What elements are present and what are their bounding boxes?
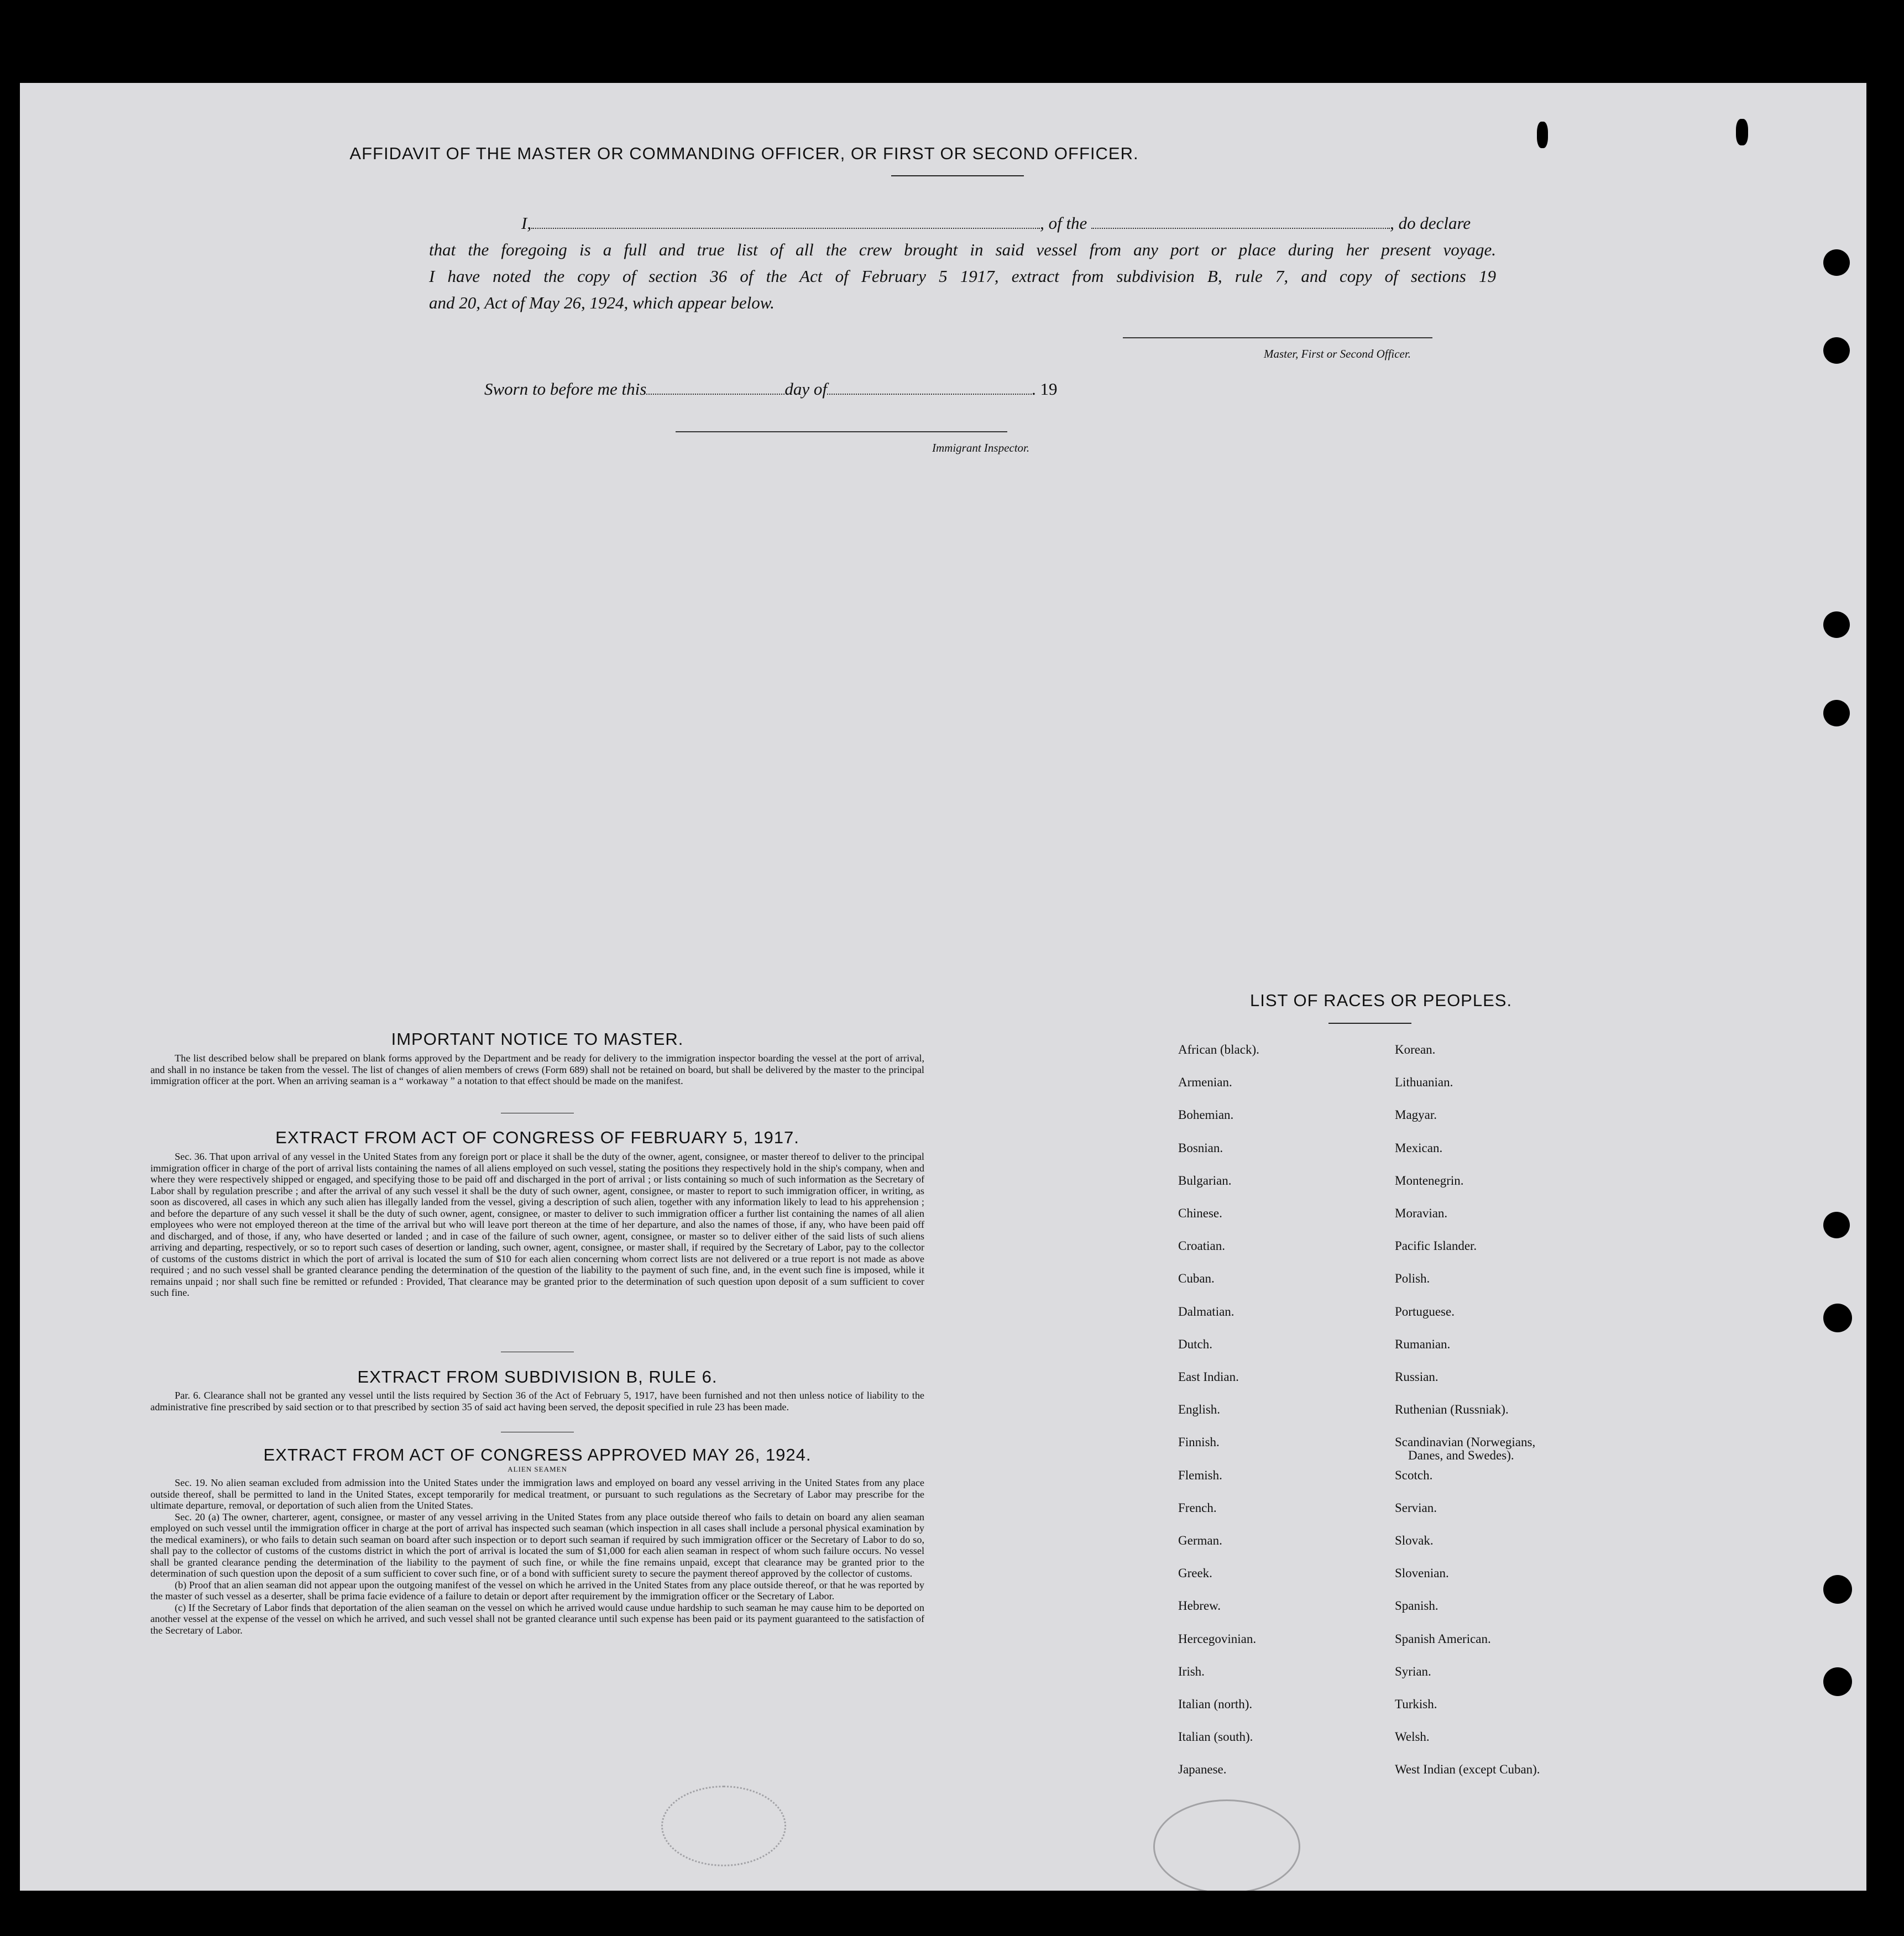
extract-1924-title: EXTRACT FROM ACT OF CONGRESS APPROVED MAY 26, 1924.: [263, 1445, 812, 1464]
notice-paragraph: The list described below shall be prepared on blank forms approved by the Department and be ready for delivery to the immigration inspector boarding the vessel at the port of arrival, and shall in no instance be taken from the vessel. The list of changes of alien members of crews (Form 689) shall not be retained on board, but shall be delivered by the master to the principal immigration officer at the port. When an arriving seaman is a “ workaway ” a notation to that effect should be made on the manifest.: [150, 1053, 924, 1086]
race-item: Bosnian.: [1178, 1140, 1223, 1155]
race-item: Bulgarian.: [1178, 1173, 1232, 1187]
race-item: Syrian.: [1395, 1664, 1431, 1678]
race-item: Rumanian.: [1395, 1337, 1451, 1351]
extract-rule6-title: EXTRACT FROM SUBDIVISION B, RULE 6.: [357, 1367, 718, 1386]
race-item: Slovak.: [1395, 1534, 1434, 1547]
binder-hole: [1823, 1304, 1852, 1332]
ink-mark: [1736, 119, 1748, 145]
race-item: German.: [1178, 1534, 1222, 1547]
race-item: Dalmatian.: [1178, 1304, 1235, 1318]
race-item: Scandinavian (Norwegians,: [1395, 1435, 1536, 1450]
affidavit-title: AFFIDAVIT OF THE MASTER OR COMMANDING OFFICER, OR FIRST OR SECOND OFFICER.: [349, 144, 1139, 163]
day-blank: [646, 381, 784, 395]
extract-1924-paragraph: Sec. 20 (a) The owner, charterer, agent, consignee, or master of any vessel arriving in the United States from any place outside thereof who fails to detain on board any alien seaman employed on such vessel until the immigration officer in charge at the port of arrival has inspected such seaman (which inspection in all cases shall include a personal physical examination by the medical examiners), or who fails to detain such seaman on board after such inspection or to deport such seaman if required by such immigration officer or the Secretary of Labor to do so, shall pay to the collector of customs of the customs district in which the port of arrival is located the sum of $1,000 for each alien seaman in respect of whom such failure occurs. No vessel shall be granted clearance pending the determination of the liability to the payment of such fine, or while the fine remains unpaid, except that clearance may be granted prior to the determination of such question upon the deposit of a sum sufficient to cover such fine, or of a bond with sufficient surety to secure the payment thereof approved by the collector of customs.: [150, 1511, 924, 1579]
race-item: Japanese.: [1178, 1762, 1227, 1777]
race-item: Polish.: [1395, 1272, 1430, 1286]
extract-1917-text: [150, 1151, 924, 1299]
race-item: Finnish.: [1178, 1435, 1220, 1450]
of-the-label: , of the: [1040, 213, 1087, 233]
race-item: Turkish.: [1395, 1697, 1437, 1711]
race-item: Greek.: [1178, 1566, 1212, 1581]
extract-1924-paragraph: Sec. 19. No alien seaman excluded from admission into the United States under the immigration laws and employed on board any vessel arriving in the United States from any place outside thereof, shall be permitted to land in the United States, except temporarily for medical treatment, or pursuant to such regulations as the Secretary of Labor may prescribe for the ultimate departure, removal, or deportation of such alien from the United States.: [150, 1477, 924, 1511]
race-item: Bohemian.: [1178, 1108, 1234, 1122]
race-item: African (black).: [1178, 1043, 1259, 1056]
race-item: Scotch.: [1395, 1468, 1433, 1482]
sworn-line: [484, 376, 1148, 402]
race-item: Russian.: [1395, 1370, 1439, 1384]
inspector-signature-line: [676, 431, 1007, 432]
race-item: West Indian (except Cuban).: [1395, 1762, 1540, 1777]
race-item: Italian (south).: [1178, 1730, 1253, 1744]
binder-hole: [1823, 700, 1850, 726]
do-declare-label: , do declare: [1390, 213, 1471, 233]
race-item-continuation: Danes, and Swedes).: [1408, 1448, 1514, 1463]
race-item: Hebrew.: [1178, 1599, 1221, 1613]
race-item: French.: [1178, 1500, 1217, 1515]
document-sheet: [20, 83, 1866, 1891]
race-item: Welsh.: [1395, 1730, 1430, 1744]
race-item: Mexican.: [1395, 1140, 1443, 1155]
month-blank: [827, 381, 1032, 395]
faded-stamp: [1153, 1799, 1300, 1891]
binder-hole: [1823, 611, 1850, 638]
race-item: Flemish.: [1178, 1468, 1222, 1482]
extract-rule6-text: [150, 1390, 924, 1412]
notice-text: [150, 1053, 924, 1087]
race-item: Croatian.: [1178, 1239, 1225, 1253]
binder-hole: [1823, 1212, 1850, 1238]
race-item: Dutch.: [1178, 1337, 1212, 1351]
master-caption: Master, First or Second Officer.: [1264, 347, 1411, 360]
race-item: Slovenian.: [1395, 1566, 1449, 1581]
race-item: Italian (north).: [1178, 1697, 1253, 1711]
binder-hole: [1823, 249, 1850, 276]
race-item: Spanish.: [1395, 1599, 1439, 1613]
affidavit-line-4: and 20, Act of May 26, 1924, which appear below.: [429, 293, 775, 312]
race-item: Moravian.: [1395, 1206, 1448, 1220]
race-item: East Indian.: [1178, 1370, 1239, 1384]
affidavit-line-1: [429, 210, 1496, 237]
extract-1917-title: EXTRACT FROM ACT OF CONGRESS OF FEBRUARY 5, 1917.: [275, 1128, 799, 1147]
master-signature-line: [1123, 337, 1432, 338]
race-item: Hercegovinian.: [1178, 1631, 1257, 1646]
races-underline: [1328, 1023, 1411, 1024]
binder-hole: [1823, 337, 1850, 364]
race-item: Portuguese.: [1395, 1304, 1455, 1318]
notice-title: IMPORTANT NOTICE TO MASTER.: [391, 1029, 684, 1049]
race-item: English.: [1178, 1403, 1221, 1417]
race-item: Lithuanian.: [1395, 1075, 1453, 1090]
inspector-caption: Immigrant Inspector.: [932, 441, 1030, 454]
race-item: Magyar.: [1395, 1108, 1437, 1122]
extract-rule6-paragraph: Par. 6. Clearance shall not be granted any vessel until the lists required by Section 36 of the Act of February 5, 1917, have been furnished and not then unless notice of liability to the administrative fine prescribed by said section or to that prescribed by section 35 of said act having been served, the deposit specified in rule 23 has been made.: [150, 1390, 924, 1412]
extract-1924-paragraph: (c) If the Secretary of Labor finds that deportation of the alien seaman on the vessel on which he arrived would cause undue hardship to such seaman he may cause him to be deported on another vessel at the expense of the vessel on which he arrived, and such vessel shall not be granted clearance until such expense has been paid or its payment guaranteed to the satisfaction of the Secretary of Labor.: [150, 1602, 924, 1636]
race-item: Ruthenian (Russniak).: [1395, 1403, 1509, 1417]
ink-mark: [1537, 122, 1548, 148]
i-label: I,: [521, 213, 532, 233]
binder-hole: [1823, 1667, 1852, 1696]
day-of-label: day of: [784, 379, 827, 399]
race-item: Pacific Islander.: [1395, 1239, 1477, 1253]
extract-1917-paragraph: Sec. 36. That upon arrival of any vessel in the United States from any foreign port or place it shall be the duty of the owner, agent, consignee, or master thereof to deliver to the principal immigration officer in charge of the port of arrival lists containing the names of all aliens employed on such vessel, stating the positions they respectively hold in the ship's company, when and where they were respectively shipped or engaged, and specifying those to be paid off and discharged in the port of arrival ; or lists containing so much of such information as the Secretary of Labor shall by regulation prescribe ; and after the arrival of any such vessel it shall be the duty of such owner, agent, consignee, or master to report to such immigration officer, in writing, as soon as discovered, all cases in which any such alien has illegally landed from the vessel, giving a description of such alien, together with any information likely to lead to his apprehension ; and before the departure of any such vessel it shall be the duty of such owner, agent, consignee, or master to deliver to such immigration officer a further list containing the names of all alien employees who were not employed thereon at the time of the arrival but who will leave port thereon at the time of her departure, and also the names of those, if any, who have been paid off and discharged, and of those, if any, who have deserted or landed ; and in case of the failure of such owner, agent, consignee, or master so to deliver either of the said lists of such aliens arriving and departing, respectively, or so to report such cases of desertion or landing, such owner, agent, consignee, or master shall, if required by the Secretary of Labor, pay to the collector of customs of the customs district in which the port of arrival is located the sum of $10 for each alien concerning whom correct lists are not delivered or a true report is not made as above required ; and no such vessel shall be granted clearance pending the determination of the question of the liability to the payment of such fine, and, in the event such fine is imposed, while it remains unpaid ; nor shall such fine be remitted or refunded : Provided, That clearance may be granted prior to the determination of such question upon deposit of a sum sufficient to cover such fine.: [150, 1151, 924, 1298]
race-item: Chinese.: [1178, 1206, 1222, 1220]
races-title: LIST OF RACES OR PEOPLES.: [1250, 991, 1513, 1010]
race-item: Montenegrin.: [1395, 1173, 1464, 1187]
vessel-blank: [1091, 216, 1390, 229]
faded-stamp: [661, 1786, 786, 1866]
extract-1924-subtitle: ALIEN SEAMEN: [508, 1465, 567, 1473]
year-label: . 19: [1031, 379, 1058, 399]
title-underline: [891, 175, 1024, 176]
affidavit-line-2: that the foregoing is a full and true list of all the crew brought in said vessel from any port or place during her present voyage.: [429, 240, 1496, 259]
sworn-label: Sworn to before me this: [484, 379, 647, 399]
binder-hole: [1823, 1575, 1852, 1604]
race-item: Spanish American.: [1395, 1631, 1491, 1646]
extract-1924-text: [150, 1477, 924, 1636]
race-item: Korean.: [1395, 1043, 1436, 1056]
race-item: Irish.: [1178, 1664, 1205, 1678]
race-item: Cuban.: [1178, 1272, 1215, 1286]
extract-1924-paragraph: (b) Proof that an alien seaman did not appear upon the outgoing manifest of the vessel on which he arrived in the United States from any place outside thereof, or that he was reported by the master of such vessel as a deserter, shall be prima facie evidence of a failure to detain or deport after requirement by the immigration officer or the Secretary of Labor.: [150, 1579, 924, 1602]
race-item: Armenian.: [1178, 1075, 1232, 1090]
affidavit-line-3: I have noted the copy of section 36 of the Act of February 5 1917, extract from subdivision B, rule 7, and copy of sections 19: [429, 266, 1496, 286]
name-blank: [531, 216, 1040, 229]
race-item: Servian.: [1395, 1500, 1437, 1515]
